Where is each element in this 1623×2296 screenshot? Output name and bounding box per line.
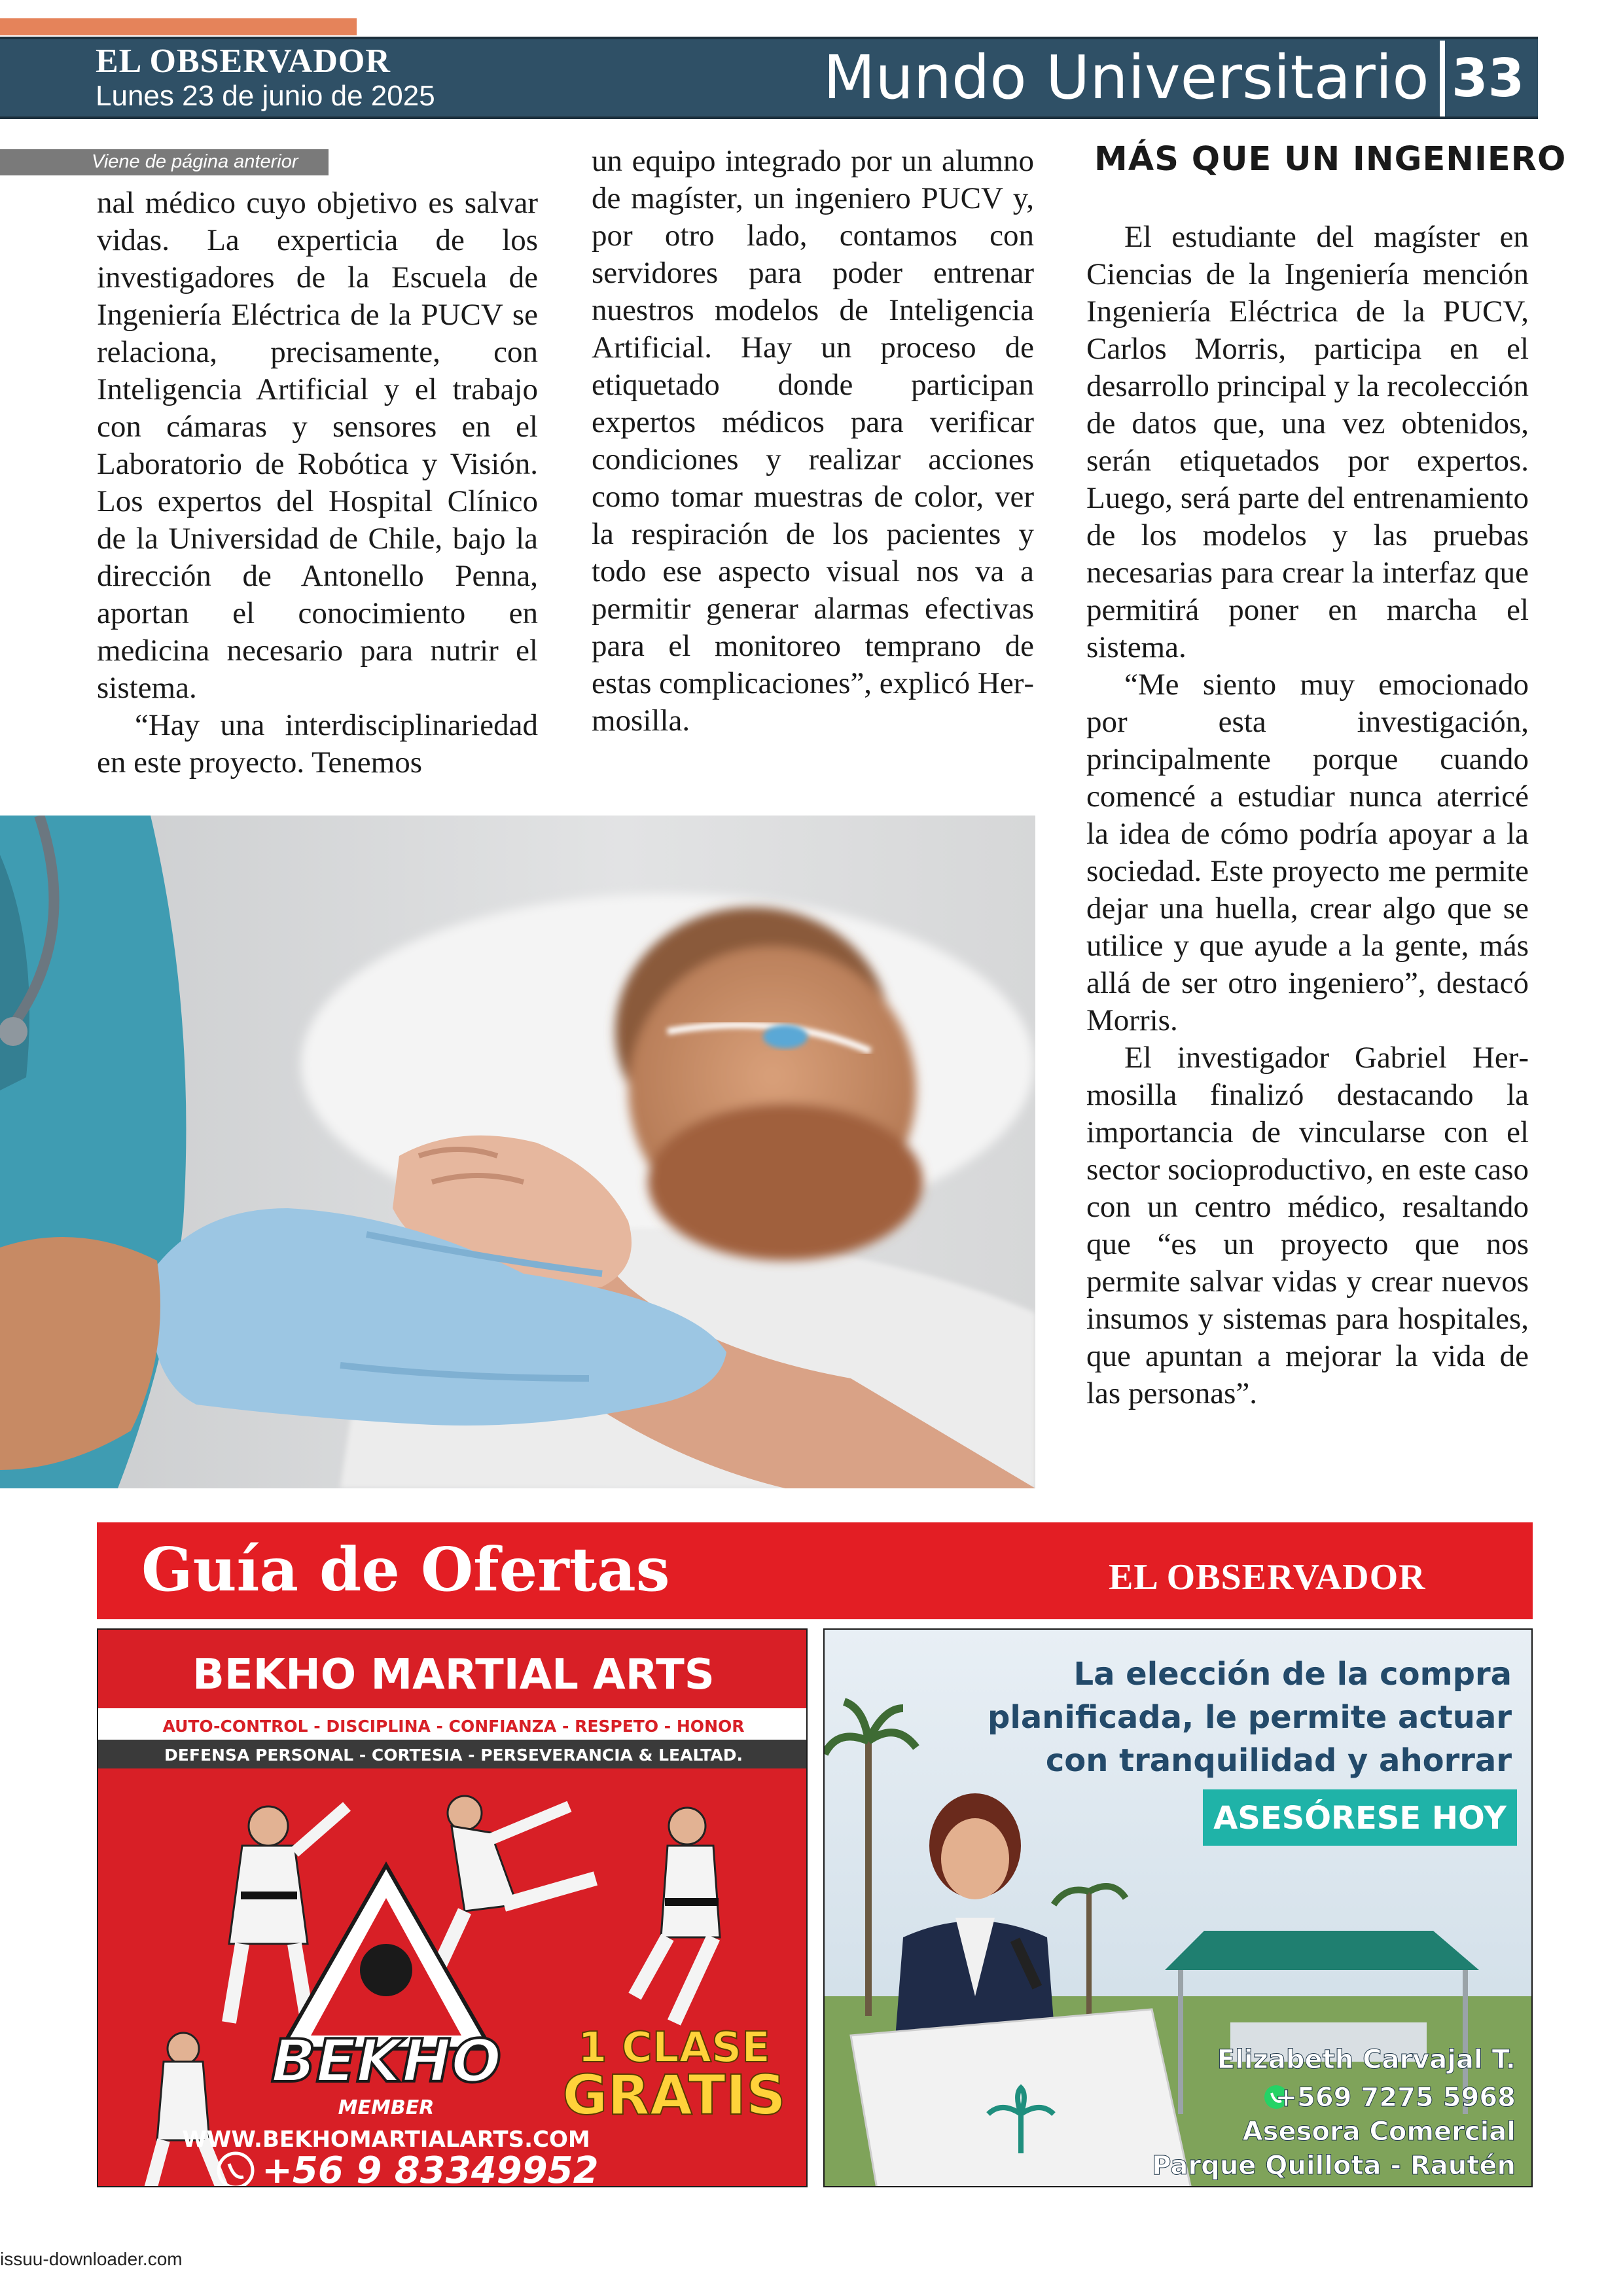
- page-number: 33: [1452, 48, 1525, 109]
- bekho-phone: +56 9 83349952: [262, 2149, 599, 2187]
- header-divider: [1440, 41, 1445, 117]
- parque-headline-1: La elección de la compra: [1073, 1656, 1512, 1693]
- bekho-values-line-1: AUTO-CONTROL - DISCIPLINA - CONFIANZA - RESPETO - HONOR: [162, 1717, 745, 1736]
- bekho-member-text: MEMBER: [338, 2096, 435, 2119]
- bekho-title: BEKHO MARTIAL ARTS: [192, 1651, 715, 1699]
- newspaper-name: EL OBSERVADOR: [96, 43, 391, 80]
- article-column-3: [1086, 219, 1529, 1412]
- advisor-role: Asesora Comercial: [1242, 2117, 1516, 2147]
- offers-banner-brand: EL OBSERVADOR: [1109, 1557, 1426, 1598]
- offers-banner-title: Guía de Ofertas: [141, 1534, 670, 1605]
- podium: [851, 2009, 1191, 2187]
- article-paragraph: “Hay una interdisciplinariedad en este proyecto. Tenemos: [97, 708, 538, 780]
- article-paragraph: El estudiante del magíster en Ciencias de la Ingeniería mención Ingeniería Eléctrica de la PUCV, Carlos Morris, participa en el desarrollo principal y la recolección de datos que, una vez obtenidos, serán etiquetados por expertos. Luego, será parte del entrenamiento de los modelos y las pruebas necesarias para crear la interfaz que permitirá poner en marcha el sistema.: [1086, 220, 1529, 664]
- bekho-martial-arts-ad: [97, 1628, 808, 2187]
- issue-date: Lunes 23 de junio de 2025: [96, 80, 435, 112]
- bekho-ad-graphic: [98, 1630, 808, 2187]
- section-title: Mundo Universitario: [823, 43, 1429, 113]
- article-subhead: MÁS QUE UN INGENIERO: [1094, 140, 1567, 179]
- parque-headline-2: planificada, le permite actuar: [988, 1699, 1512, 1736]
- article-paragraph: un equipo integrado por un alumno de magíster, un ingeniero PUCV y, por otro lado, contamos con servidores para poder entrenar nuestros modelos de Inteligencia Artificial. Hay un proceso de etiquetado donde participan expertos médicos para verificar condiciones y realizar acciones como tomar muestras de color, ver la respiración de los pacientes y todo ese aspecto visual nos va a permitir generar alarmas efectivas para el monitoreo temprano de estas complicaciones”, explicó Hermosilla.: [592, 144, 1034, 738]
- bekho-website: WWW.BEKHOMARTIALARTS.COM: [182, 2126, 590, 2153]
- bekho-promo-line-2: GRATIS: [562, 2063, 786, 2127]
- continuation-text: Viene de página anterior: [92, 151, 298, 172]
- article-column-2: [592, 143, 1034, 740]
- bekho-promo-line-1: 1 CLASE: [578, 2024, 770, 2072]
- advisor-phone: +569 7275 5968: [1275, 2083, 1516, 2113]
- patient-hand-photo-illustration: [0, 816, 1035, 1488]
- parque-headline-3: con tranquilidad y ahorrar: [1045, 1742, 1512, 1779]
- article-paragraph: El investigador Gabriel Hermosilla finalizó destacando la importancia de vincularse con el sector socioproductivo, en este caso con un centro médico, resaltando que “es un proyecto que nos permite salvar vidas y crear nuevos insumos y sistemas para hospitales, que apuntan a mejorar la vida de las personas”.: [1086, 1041, 1529, 1410]
- article-column-1: [97, 185, 538, 781]
- parque-ad-graphic: [825, 1630, 1533, 2187]
- source-watermark: issuu-downloader.com: [0, 2249, 183, 2269]
- article-photo: [0, 816, 1035, 1488]
- advisor-place: Parque Quillota - Rautén: [1152, 2151, 1516, 2181]
- bekho-values-line-2: DEFENSA PERSONAL - CORTESIA - PERSEVERANCIA & LEALTAD.: [164, 1746, 743, 1765]
- header-accent-bar: [0, 18, 357, 35]
- advisor-name: Elizabeth Carvajal T.: [1217, 2045, 1516, 2075]
- article-paragraph: nal médico cuyo objetivo es salvar vidas. La experticia de los investigadores de la Escuela de Ingeniería Eléctrica de la PUCV se relaciona, precisamente, con Inteligencia Artificial y el trabajo con cámaras y sensores en el Laboratorio de Robótica y Visión. Los expertos del Hospital Clínico de la Universidad de Chile, bajo la dirección de Antonello Penna, aportan el conocimiento en medicina necesario para nutrir el sistema.: [97, 186, 538, 705]
- bekho-logo-text: BEKHO: [271, 2027, 501, 2096]
- parque-cta-text: ASESÓRESE HOY: [1213, 1800, 1507, 1837]
- article-paragraph: “Me siento muy emocionado por esta investigación, principalmente porque cuando comencé a estudiar nunca aterricé la idea de cómo podría apoyar a la sociedad. Este proyecto me permite dejar una huella, crear algo que se utilice y que ayude a la gente, más allá de ser otro ingeniero”, destacó Morris.: [1086, 668, 1529, 1037]
- parque-quillota-ad: [823, 1628, 1533, 2187]
